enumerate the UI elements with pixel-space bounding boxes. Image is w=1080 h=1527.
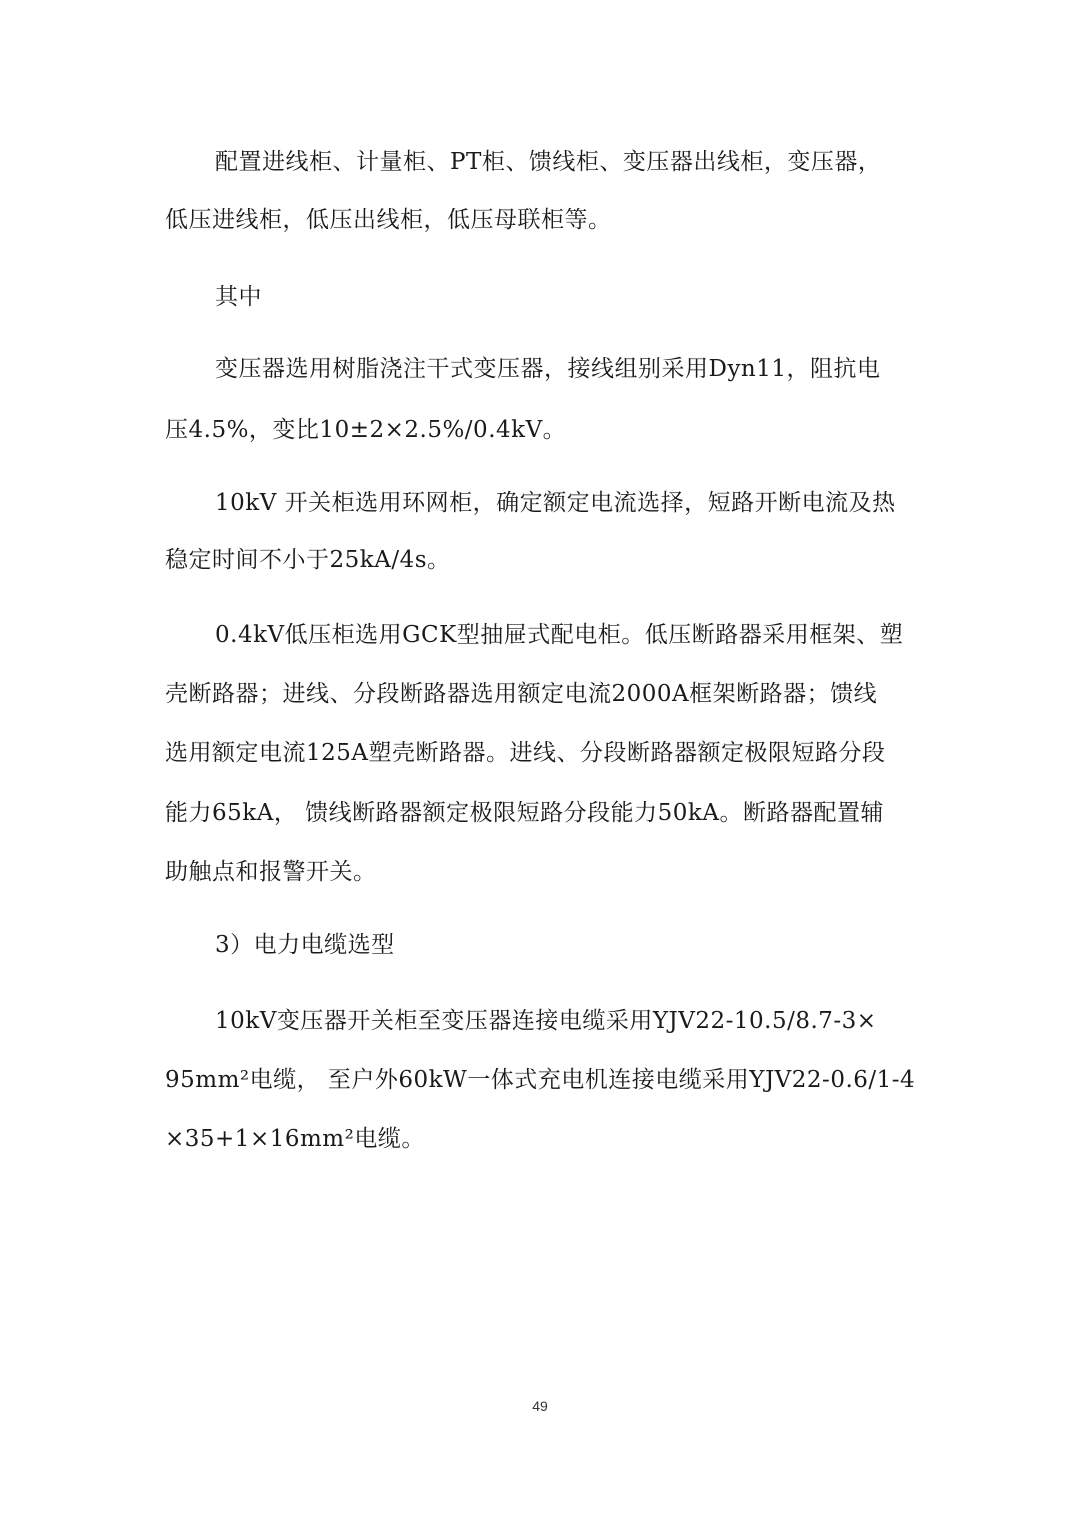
paragraph-line: 10kV变压器开关柜至变压器连接电缆采用YJV22-10.5/8.7-3×: [215, 1008, 877, 1034]
paragraph-line: 壳断路器；进线、分段断路器选用额定电流2000A框架断路器；馈线: [165, 681, 878, 707]
paragraph-line: 配置进线柜、计量柜、PT柜、馈线柜、变压器出线柜，变压器，: [215, 149, 882, 175]
paragraph-line: 压4.5%，变比10±2×2.5%/0.4kV。: [165, 417, 567, 443]
paragraph-line: 其中: [215, 284, 262, 310]
paragraph-line: 助触点和报警开关。: [165, 859, 377, 885]
section-heading: 3）电力电缆选型: [215, 932, 395, 958]
paragraph-line: 稳定时间不小于25kA/4s。: [165, 547, 451, 573]
paragraph-line: 选用额定电流125A塑壳断路器。进线、分段断路器额定极限短路分段: [165, 740, 886, 766]
paragraph-line: 95mm²电缆， 至户外60kW一体式充电机连接电缆采用YJV22-0.6/1-4: [165, 1067, 916, 1093]
paragraph-line: 能力65kA， 馈线断路器额定极限短路分段能力50kA。断路器配置辅: [165, 800, 884, 826]
paragraph-line: 低压进线柜，低压出线柜，低压母联柜等。: [165, 207, 612, 233]
paragraph-line: 0.4kV低压柜选用GCK型抽屉式配电柜。低压断路器采用框架、塑: [215, 622, 904, 648]
paragraph-line: 变压器选用树脂浇注干式变压器，接线组别采用Dyn11，阻抗电: [215, 356, 881, 382]
paragraph-line: 10kV 开关柜选用环网柜，确定额定电流选择，短路开断电流及热: [215, 490, 896, 516]
paragraph-line: ×35+1×16mm²电缆。: [165, 1126, 425, 1152]
page-number: 49: [532, 1398, 548, 1414]
